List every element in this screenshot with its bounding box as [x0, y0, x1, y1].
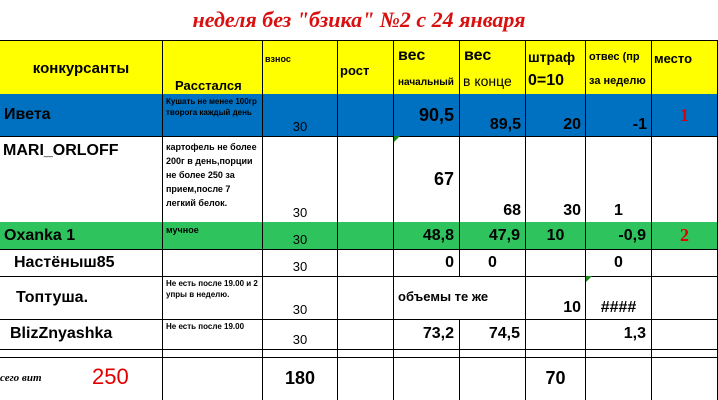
loss-value[interactable]: 0 — [586, 249, 652, 276]
weight-end-value[interactable]: 47,9 — [460, 222, 526, 249]
blank-cell[interactable] — [526, 349, 586, 357]
fee-value[interactable]: 30 — [263, 276, 338, 319]
place-value[interactable] — [652, 249, 718, 276]
blank-cell[interactable] — [586, 357, 652, 400]
blank-cell[interactable] — [263, 349, 338, 357]
weight-start-value[interactable]: 0 — [394, 249, 460, 276]
col-growth-label: рост — [340, 63, 370, 78]
totals-penalty[interactable]: 70 — [526, 357, 586, 400]
blank-cell[interactable] — [163, 349, 263, 357]
col-weight-start-sublabel: начальный — [398, 77, 454, 88]
growth-value[interactable] — [338, 319, 394, 349]
contestant-name[interactable]: Ивета — [0, 94, 163, 136]
weight-start-value[interactable]: 73,2 — [394, 319, 460, 349]
col-loss-label: отвес (пр — [589, 51, 640, 63]
table-row — [0, 249, 718, 277]
contestant-name[interactable]: Oxanka 1 — [0, 222, 163, 249]
blank-cell[interactable] — [338, 349, 394, 357]
contestant-name[interactable]: Настёныш85 — [0, 249, 163, 276]
goal-note[interactable] — [163, 249, 263, 276]
col-weight-end-sublabel: в конце — [463, 73, 512, 89]
totals-fee[interactable]: 180 — [263, 357, 338, 400]
blank-cell[interactable] — [394, 357, 460, 400]
col-parted-label: Расстался — [175, 78, 242, 93]
blank-cell[interactable] — [460, 349, 526, 357]
blank-cell[interactable] — [652, 349, 718, 357]
contestant-name[interactable]: BlizZnyashka — [0, 319, 163, 349]
totals-label: сего вит — [0, 372, 42, 384]
blank-cell[interactable] — [394, 349, 460, 357]
table-row — [0, 222, 718, 250]
growth-value[interactable] — [338, 136, 394, 222]
measures-value: объемы те же — [398, 289, 489, 304]
col-fee-label: взнос — [265, 54, 291, 64]
goal-note[interactable]: мучное — [163, 222, 263, 249]
weight-start-value[interactable]: 67 — [394, 136, 460, 222]
col-parted[interactable] — [163, 41, 263, 95]
penalty-value[interactable]: 10 — [526, 222, 586, 249]
fee-value[interactable]: 30 — [263, 136, 338, 222]
col-weight-start[interactable] — [394, 41, 460, 95]
place-value[interactable]: 2 — [652, 222, 718, 249]
penalty-value[interactable] — [526, 249, 586, 276]
fee-value[interactable]: 30 — [263, 222, 338, 249]
sheet-title: неделя без "бзика" №2 с 24 января — [192, 7, 526, 32]
col-weight-end-label: вес — [464, 47, 492, 64]
goal-note[interactable]: картофель не более 200г в день,порции не более 250 за прием,после 7 легкий белок. — [163, 136, 263, 222]
header-row — [0, 40, 718, 96]
col-penalty-sublabel: 0=10 — [528, 72, 565, 89]
fee-value[interactable]: 30 — [263, 319, 338, 349]
contest-table — [0, 40, 718, 400]
blank-cell[interactable] — [652, 357, 718, 400]
col-fee[interactable] — [263, 41, 338, 95]
blank-cell[interactable] — [460, 357, 526, 400]
col-weight-end[interactable] — [460, 41, 526, 95]
loss-value[interactable]: 1 — [586, 136, 652, 222]
totals-label-cell[interactable] — [0, 357, 163, 400]
penalty-value[interactable]: 30 — [526, 136, 586, 222]
col-loss-sublabel: за неделю — [589, 75, 646, 87]
loss-value[interactable]: -0,9 — [586, 222, 652, 249]
col-growth[interactable] — [338, 41, 394, 95]
totals-bank: 250 — [92, 364, 129, 389]
growth-value[interactable] — [338, 222, 394, 249]
col-contestants-label: конкурсанты — [32, 59, 130, 77]
table-row — [0, 136, 718, 223]
place-value[interactable]: 1 — [652, 94, 718, 136]
penalty-value[interactable]: 20 — [526, 94, 586, 136]
col-place[interactable] — [652, 41, 718, 95]
place-value[interactable] — [652, 319, 718, 349]
blank-cell[interactable] — [163, 357, 263, 400]
totals-row — [0, 357, 718, 400]
loss-value[interactable]: 1,3 — [586, 319, 652, 349]
weight-end-value[interactable]: 74,5 — [460, 319, 526, 349]
blank-cell[interactable] — [0, 349, 163, 357]
growth-value[interactable] — [338, 249, 394, 276]
place-value[interactable] — [652, 136, 718, 222]
col-weight-start-label: вес — [398, 47, 426, 64]
penalty-value[interactable]: 10 — [526, 276, 586, 319]
weight-end-value[interactable]: 89,5 — [460, 94, 526, 136]
weight-start-value[interactable]: 48,8 — [394, 222, 460, 249]
goal-note[interactable]: Не есть после 19.00 и 2 упры в неделю. — [163, 276, 263, 319]
blank-cell[interactable] — [586, 349, 652, 357]
fee-value[interactable]: 30 — [263, 249, 338, 276]
growth-value[interactable] — [338, 276, 394, 319]
table-row — [0, 94, 718, 137]
col-penalty-label: штраф — [528, 49, 576, 65]
contestant-name[interactable]: MARI_ORLOFF — [0, 136, 163, 222]
weight-end-value[interactable]: 0 — [460, 249, 526, 276]
penalty-value[interactable] — [526, 319, 586, 349]
col-penalty[interactable] — [526, 41, 586, 95]
fee-value[interactable]: 30 — [263, 94, 338, 136]
contestant-name[interactable]: Топтуша. — [0, 276, 163, 319]
loss-value[interactable]: #### — [586, 276, 652, 319]
goal-note[interactable]: Не есть после 19.00 — [163, 319, 263, 349]
weight-end-value[interactable]: 68 — [460, 136, 526, 222]
place-value[interactable] — [652, 276, 718, 319]
col-contestants[interactable] — [0, 41, 163, 95]
goal-note[interactable]: Кушать не менее 100гр творога каждый день — [163, 94, 263, 136]
table-row — [0, 319, 718, 350]
col-place-label: место — [654, 51, 693, 66]
loss-value[interactable]: -1 — [586, 94, 652, 136]
blank-cell[interactable] — [338, 357, 394, 400]
weight-start-value[interactable]: 90,5 — [394, 94, 460, 136]
table-row — [0, 276, 718, 320]
growth-value[interactable] — [338, 94, 394, 136]
measures-cell[interactable] — [394, 276, 526, 319]
col-loss[interactable] — [586, 41, 652, 95]
